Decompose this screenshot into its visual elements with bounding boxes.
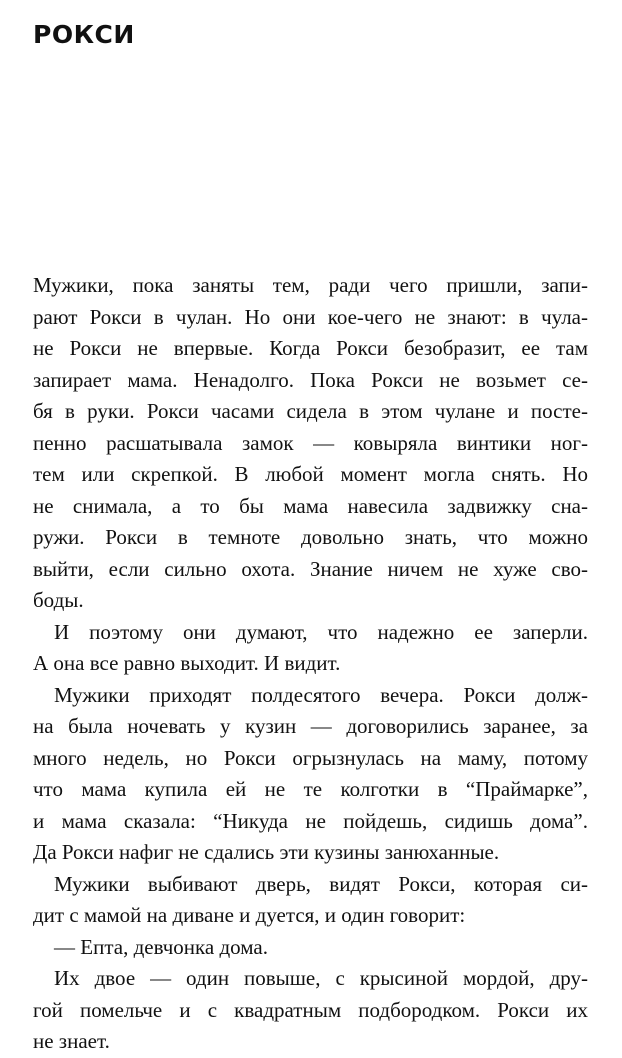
text-line: — Епта, девчонка дома. [54,934,268,959]
text-line: не знает. [33,1029,110,1053]
text-line: на была ночевать у кузин — договорились заранее, за [33,714,588,738]
text-line: не Рокси не впервые. Когда Рокси безобразит, ее там [33,336,588,360]
text-line: запирает мама. Ненадолго. Пока Рокси не возьмет се- [33,367,588,392]
text-line: пенно расшатывала замок — ковыряла винтики ног- [33,430,588,455]
text-line: бя в руки. Рокси часами сидела в этом чулане и посте- [33,399,588,423]
text-line: тем или скрепкой. В любой момент могла снять. Но [33,462,588,486]
text-line: не снимала, а то бы мама навесила задвижку сна- [33,493,588,518]
text-line: Да Рокси нафиг не сдались эти кузины занюханные. [33,840,500,864]
text-line: что мама купила ей не те колготки в “Праймарке”, [33,777,588,801]
text-line: рают Рокси в чулан. Но они кое-чего не знают: в чула- [33,304,588,329]
text-line: Мужики приходят полдесятого вечера. Рокси долж- [54,682,588,707]
text-line: Мужики, пока заняты тем, ради чего пришли, запи- [33,273,588,297]
text-line: много недель, но Рокси огрызнулась на маму, потому [33,745,588,770]
text-line: и мама сказала: “Никуда не пойдешь, сидишь дома”. [33,808,588,833]
text-line: выйти, если сильно охота. Знание ничем не хуже сво- [33,556,588,581]
chapter-title: РОКСИ [33,20,135,49]
body-text [33,270,588,1058]
text-line: гой помельче и с квадратным подбородком. Рокси их [33,997,588,1022]
text-line: ружи. Рокси в темноте довольно знать, что можно [33,525,588,549]
text-line: боды. [33,588,84,612]
text-line: А она все равно выходит. И видит. [33,651,341,675]
text-line: Их двое — один повыше, с крысиной мордой, дру- [54,966,588,990]
text-line: дит с мамой на диване и дуется, и один говорит: [33,903,466,927]
text-line: Мужики выбивают дверь, видят Рокси, которая си- [54,871,588,896]
text-line: И поэтому они думают, что надежно ее заперли. [54,619,588,644]
